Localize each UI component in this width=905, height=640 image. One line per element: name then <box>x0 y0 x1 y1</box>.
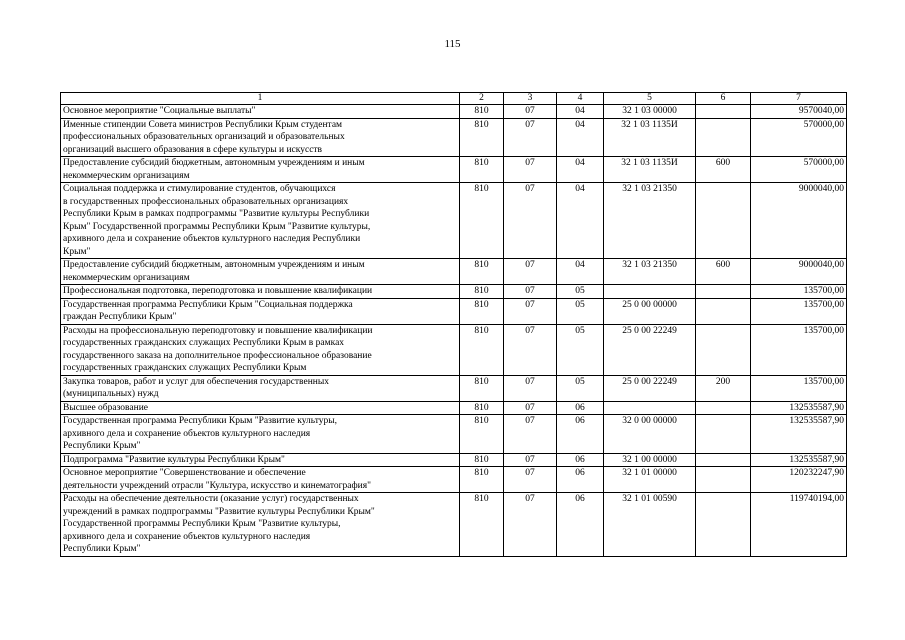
target-article-cell: 32 1 01 00590 <box>604 493 696 557</box>
section-code-cell: 07 <box>504 453 557 467</box>
subsection-code-cell: 04 <box>557 259 604 285</box>
target-article-cell: 25 0 00 22249 <box>604 324 696 375</box>
section-code-cell: 07 <box>504 183 557 259</box>
section-code-cell: 07 <box>504 157 557 183</box>
item-name-cell <box>61 183 460 259</box>
subsection-code-cell: 04 <box>557 183 604 259</box>
item-name-cell <box>61 324 460 375</box>
item-name-cell <box>61 493 460 557</box>
table-row <box>61 467 847 493</box>
admin-code-cell: 810 <box>460 118 504 157</box>
target-article-cell: 25 0 00 22249 <box>604 375 696 401</box>
subsection-code-cell: 06 <box>557 401 604 415</box>
section-code-cell: 07 <box>504 118 557 157</box>
target-article-cell: 32 1 03 00000 <box>604 105 696 119</box>
budget-table <box>60 92 847 557</box>
item-name-line: Крым" Государственной программы Республики Крым "Развитие культуры, <box>63 221 371 232</box>
column-header: 6 <box>696 93 751 105</box>
subsection-code-cell: 04 <box>557 105 604 119</box>
amount-cell: 120232247,90 <box>751 467 847 493</box>
item-name-cell <box>61 285 460 299</box>
item-name-line: Предоставление субсидий бюджетным, автономным учреждениям и иным <box>63 260 365 270</box>
expense-type-cell <box>696 183 751 259</box>
item-name-line: Расходы на обеспечение деятельности (оказание услуг) государственных <box>63 494 359 504</box>
section-code-cell: 07 <box>504 375 557 401</box>
item-name-cell <box>61 401 460 415</box>
expense-type-cell <box>696 493 751 557</box>
target-article-cell: 32 1 01 00000 <box>604 467 696 493</box>
target-article-cell: 32 1 03 1135И <box>604 118 696 157</box>
admin-code-cell: 810 <box>460 324 504 375</box>
item-name-line: Республики Крым в рамках подпрограммы "Развитие культуры Республики <box>63 209 370 219</box>
item-name-line: Крым" <box>63 246 91 257</box>
amount-cell: 119740194,00 <box>751 493 847 557</box>
admin-code-cell: 810 <box>460 415 504 454</box>
table-row <box>61 375 847 401</box>
subsection-code-cell: 05 <box>557 285 604 299</box>
item-name-line: некоммерческим организациям <box>63 272 190 283</box>
admin-code-cell: 810 <box>460 401 504 415</box>
section-code-cell: 07 <box>504 467 557 493</box>
table-row <box>61 118 847 157</box>
item-name-line: (муниципальных) нужд <box>63 389 159 399</box>
amount-cell: 132535587,90 <box>751 401 847 415</box>
item-name-line: Подпрограмма "Развитие культуры Республики Крым" <box>63 454 285 465</box>
expense-type-cell <box>696 118 751 157</box>
item-name-line: профессиональных образовательных организаций и образовательных <box>63 132 345 142</box>
admin-code-cell: 810 <box>460 453 504 467</box>
subsection-code-cell: 05 <box>557 324 604 375</box>
admin-code-cell: 810 <box>460 183 504 259</box>
expense-type-cell <box>696 401 751 415</box>
item-name-line: учреждений в рамках подпрограммы "Развитие культуры Республики Крым" <box>63 506 375 517</box>
item-name-line: государственных гражданских служащих Республики Крым в рамках <box>63 338 345 348</box>
item-name-line: в государственных профессиональных образовательных организациях <box>63 196 349 207</box>
expense-type-cell <box>696 324 751 375</box>
admin-code-cell: 810 <box>460 285 504 299</box>
item-name-line: архивного дела и сохранение объектов культурного наследия <box>63 428 311 439</box>
expense-type-cell <box>696 467 751 493</box>
amount-cell: 135700,00 <box>751 298 847 324</box>
admin-code-cell: 810 <box>460 493 504 557</box>
amount-cell: 9570040,00 <box>751 105 847 119</box>
item-name-line: Закупка товаров, работ и услуг для обеспечения государственных <box>63 376 330 387</box>
target-article-cell: 32 1 03 1135И <box>604 157 696 183</box>
expense-type-cell: 600 <box>696 157 751 183</box>
table-row <box>61 183 847 259</box>
subsection-code-cell: 05 <box>557 375 604 401</box>
item-name-line: Именные стипендии Совета министров Республики Крым студентам <box>63 119 343 130</box>
item-name-line: Государственной программы Республики Крым "Развитие культуры, <box>63 519 341 529</box>
amount-cell: 132535587,90 <box>751 415 847 454</box>
amount-cell: 132535587,90 <box>751 453 847 467</box>
amount-cell: 9000040,00 <box>751 259 847 285</box>
item-name-line: Предоставление субсидий бюджетным, автономным учреждениям и иным <box>63 158 365 168</box>
item-name-line: архивного дела и сохранение объектов культурного наследия <box>63 531 311 542</box>
target-article-cell: 32 1 03 21350 <box>604 259 696 285</box>
section-code-cell: 07 <box>504 285 557 299</box>
section-code-cell: 07 <box>504 401 557 415</box>
expense-type-cell <box>696 285 751 299</box>
table-row <box>61 157 847 183</box>
item-name-line: Расходы на профессиональную переподготовку и повышение квалификации <box>63 325 373 336</box>
item-name-line: государственного заказа на дополнительное профессиональное образование <box>63 350 372 361</box>
admin-code-cell: 810 <box>460 259 504 285</box>
subsection-code-cell: 04 <box>557 118 604 157</box>
admin-code-cell: 810 <box>460 467 504 493</box>
item-name-line: организаций высшего образования в сфере культуры и искусств <box>63 144 323 155</box>
item-name-cell <box>61 157 460 183</box>
amount-cell: 9000040,00 <box>751 183 847 259</box>
item-name-line: Основное мероприятие "Совершенствование и обеспечение <box>63 468 306 478</box>
subsection-code-cell: 06 <box>557 493 604 557</box>
subsection-code-cell: 06 <box>557 467 604 493</box>
column-header: 7 <box>751 93 847 105</box>
column-header: 2 <box>460 93 504 105</box>
item-name-line: некоммерческим организациям <box>63 170 190 181</box>
subsection-code-cell: 06 <box>557 415 604 454</box>
expense-type-cell: 200 <box>696 375 751 401</box>
item-name-cell <box>61 298 460 324</box>
item-name-cell <box>61 105 460 119</box>
subsection-code-cell: 06 <box>557 453 604 467</box>
item-name-cell <box>61 415 460 454</box>
item-name-cell <box>61 453 460 467</box>
table-row <box>61 453 847 467</box>
target-article-cell: 32 1 03 21350 <box>604 183 696 259</box>
target-article-cell <box>604 401 696 415</box>
target-article-cell <box>604 285 696 299</box>
table-row <box>61 324 847 375</box>
amount-cell: 135700,00 <box>751 285 847 299</box>
item-name-line: Республики Крым" <box>63 544 141 554</box>
expense-type-cell: 600 <box>696 259 751 285</box>
section-code-cell: 07 <box>504 415 557 454</box>
target-article-cell: 25 0 00 00000 <box>604 298 696 324</box>
table-header-row <box>61 93 847 105</box>
table-row <box>61 285 847 299</box>
item-name-line: архивного дела и сохранение объектов культурного наследия Республики <box>63 234 361 244</box>
table-row <box>61 259 847 285</box>
table-body <box>61 105 847 557</box>
item-name-line: Государственная программа Республики Крым "Развитие культуры, <box>63 416 338 426</box>
item-name-line: государственных гражданских служащих Республики Крым <box>63 363 307 373</box>
expense-type-cell <box>696 453 751 467</box>
section-code-cell: 07 <box>504 493 557 557</box>
expense-type-cell <box>696 298 751 324</box>
section-code-cell: 07 <box>504 324 557 375</box>
column-header: 1 <box>61 93 460 105</box>
item-name-line: Республики Крым" <box>63 441 141 451</box>
subsection-code-cell: 04 <box>557 157 604 183</box>
expense-type-cell <box>696 415 751 454</box>
item-name-line: Профессиональная подготовка, переподготовка и повышение квалификации <box>63 286 373 296</box>
admin-code-cell: 810 <box>460 157 504 183</box>
item-name-line: Высшее образование <box>63 402 149 413</box>
admin-code-cell: 810 <box>460 298 504 324</box>
section-code-cell: 07 <box>504 259 557 285</box>
section-code-cell: 07 <box>504 298 557 324</box>
amount-cell: 135700,00 <box>751 375 847 401</box>
admin-code-cell: 810 <box>460 105 504 119</box>
table-row <box>61 105 847 119</box>
target-article-cell: 32 0 00 00000 <box>604 415 696 454</box>
column-header: 3 <box>504 93 557 105</box>
table-row <box>61 493 847 557</box>
amount-cell: 570000,00 <box>751 118 847 157</box>
amount-cell: 135700,00 <box>751 324 847 375</box>
table-row <box>61 298 847 324</box>
item-name-cell <box>61 375 460 401</box>
table-row <box>61 401 847 415</box>
column-header: 5 <box>604 93 696 105</box>
admin-code-cell: 810 <box>460 375 504 401</box>
expense-type-cell <box>696 105 751 119</box>
item-name-cell <box>61 467 460 493</box>
table-row <box>61 415 847 454</box>
subsection-code-cell: 05 <box>557 298 604 324</box>
item-name-line: Основное мероприятие "Социальные выплаты" <box>63 106 256 116</box>
item-name-line: Социальная поддержка и стимулирование студентов, обучающихся <box>63 184 336 194</box>
amount-cell: 570000,00 <box>751 157 847 183</box>
item-name-cell <box>61 118 460 157</box>
column-header: 4 <box>557 93 604 105</box>
section-code-cell: 07 <box>504 105 557 119</box>
item-name-cell <box>61 259 460 285</box>
target-article-cell: 32 1 00 00000 <box>604 453 696 467</box>
page-number: 115 <box>444 38 461 50</box>
item-name-line: деятельности учреждений отрасли "Культура, искусство и кинематография" <box>63 480 371 491</box>
item-name-line: граждан Республики Крым" <box>63 312 177 322</box>
item-name-line: Государственная программа Республики Крым "Социальная поддержка <box>63 299 353 310</box>
